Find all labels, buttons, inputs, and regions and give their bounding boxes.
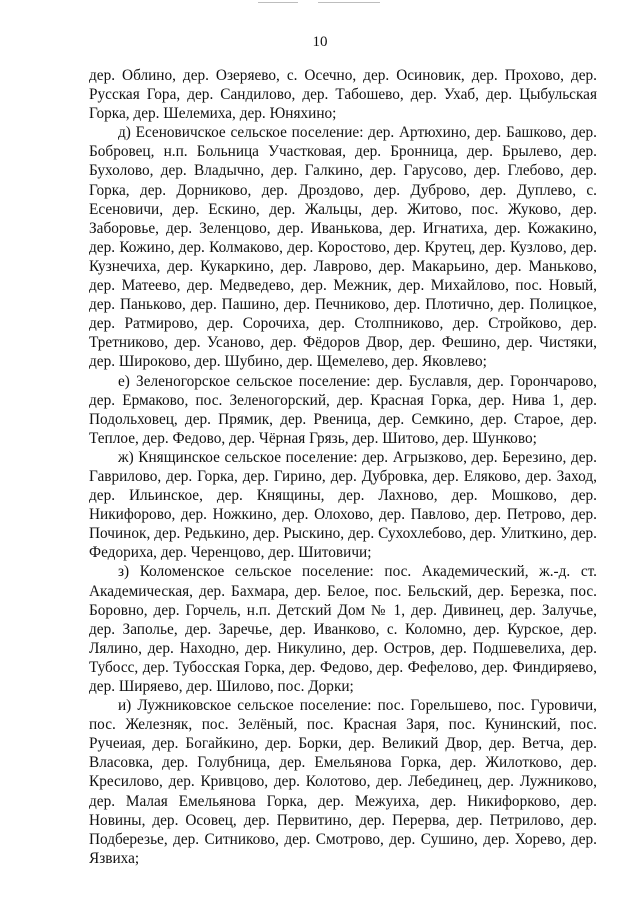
document-body	[89, 66, 597, 868]
page-number: 10	[312, 34, 328, 50]
top-rule-right	[318, 2, 380, 3]
paragraph-zelenogorskoe: е) Зеленогорское сельское поселение: дер. Буславля, дер. Горончарово, дер. Ермаково, пос. Зеленогорский, дер. Красная Горка, дер. Нива 1, дер. Подольховец, дер. Прямик, дер. Рвеница, дер. Семкино, дер. Старое, дер. Теплое, дер. Федово, дер. Чёрная Грязь, дер. Шитово, дер. Шунково;	[89, 372, 597, 447]
paragraph-luzhnikovskoe: и) Лужниковское сельское поселение: пос. Горельшево, пос. Гуровичи, пос. Железняк, пос. Зелёный, пос. Красная Заря, пос. Кунинский, пос. Ручеиая, дер. Богайкино, дер. Борки, дер. Великий Двор, дер. Ветча, дер. Власовка, дер. Голубница, дер. Емельянова Горка, дер. Жилотково, дер. Кресилово, дер. Кривцово, дер. Колотово, дер. Лебединец, дер. Лужниково, дер. Малая Емельянова Горка, дер. Межуиха, дер. Никифорково, дер. Новины, дер. Осовец, дер. Первитино, дер. Перерва, дер. Петрилово, дер. Подберезье, дер. Ситниково, дер. Смотрово, дер. Сушино, дер. Хорево, дер. Язвиха;	[89, 697, 597, 867]
top-rule-left	[258, 2, 298, 3]
paragraph-knyashchinskoe: ж) Княщинское сельское поселение: дер. Агрызково, дер. Березино, дер. Гаврилово, дер. Горка, дер. Гирино, дер. Дубровка, дер. Еляково, дер. Заход, дер. Ильинское, дер. Княщины, дер. Лахново, дер. Мошково, дер. Никифорово, дер. Ножкино, дер. Олохово, дер. Павлово, дер. Петрово, дер. Починок, дер. Редькино, дер. Рыскино, дер. Сухохлебово, дер. Улиткино, дер. Федориха, дер. Черенцово, дер. Шитовичи;	[89, 448, 597, 562]
paragraph-kolomenskoe: з) Коломенское сельское поселение: пос. Академический, ж.-д. ст. Академическая, дер. Бахмара, дер. Белое, пос. Бельский, дер. Березка, пос. Боровно, дер. Горчель, н.п. Детский Дом № 1, дер. Дивинец, дер. Залучье, дер. Заполье, дер. Заречье, дер. Иванково, с. Коломно, дер. Курское, дер. Лялино, дер. Находно, дер. Никулино, дер. Остров, дер. Подшевелиха, дер. Тубосс, дер. Тубосская Горка, дер. Федово, дер. Фефелово, дер. Финдиряево, дер. Ширяево, дер. Шилово, пос. Дорки;	[89, 563, 597, 695]
paragraph-continuation: дер. Облино, дер. Озеряево, с. Осечно, дер. Осиновик, дер. Прохово, дер. Русская Гора, дер. Сандилово, дер. Табошево, дер. Ухаб, дер. Цыбульская Горка, дер. Шелемиха, дер. Юняхино;	[89, 67, 597, 123]
paragraph-esenovichskoe: д) Есеновичское сельское поселение: дер. Артюхино, дер. Башково, дер. Бобровец, н.п. Больница Участковая, дер. Бронница, дер. Брылево, дер. Бухолово, дер. Владычно, дер. Галкино, дер. Гарусово, дер. Глебово, дер. Горка, дер. Дорниково, дер. Дроздово, дер. Дуброво, дер. Дуплево, с. Есеновичи, дер. Ескино, дер. Жальцы, дер. Житово, пос. Жуково, дер. Заборовье, дер. Зеленцово, дер. Иванькова, дер. Игнатиха, дер. Кожакино, дер. Кожино, дер. Колмаково, дер. Коростово, дер. Крутец, дер. Кузлово, дер. Кузнечиха, дер. Кукаркино, дер. Лаврово, дер. Макарьино, дер. Маньково, дер. Матеево, дер. Медведево, дер. Межник, дер. Михайлово, пос. Новый, дер. Паньково, дер. Пашино, дер. Печниково, дер. Плотично, дер. Полицкое, дер. Ратмирово, дер. Сорочиха, дер. Столпниково, дер. Стройково, дер. Третниково, дер. Усаново, дер. Фёдоров Двор, дер. Фешино, дер. Чистяки, дер. Широково, дер. Шубино, дер. Щемелево, дер. Яковлево;	[89, 124, 597, 371]
